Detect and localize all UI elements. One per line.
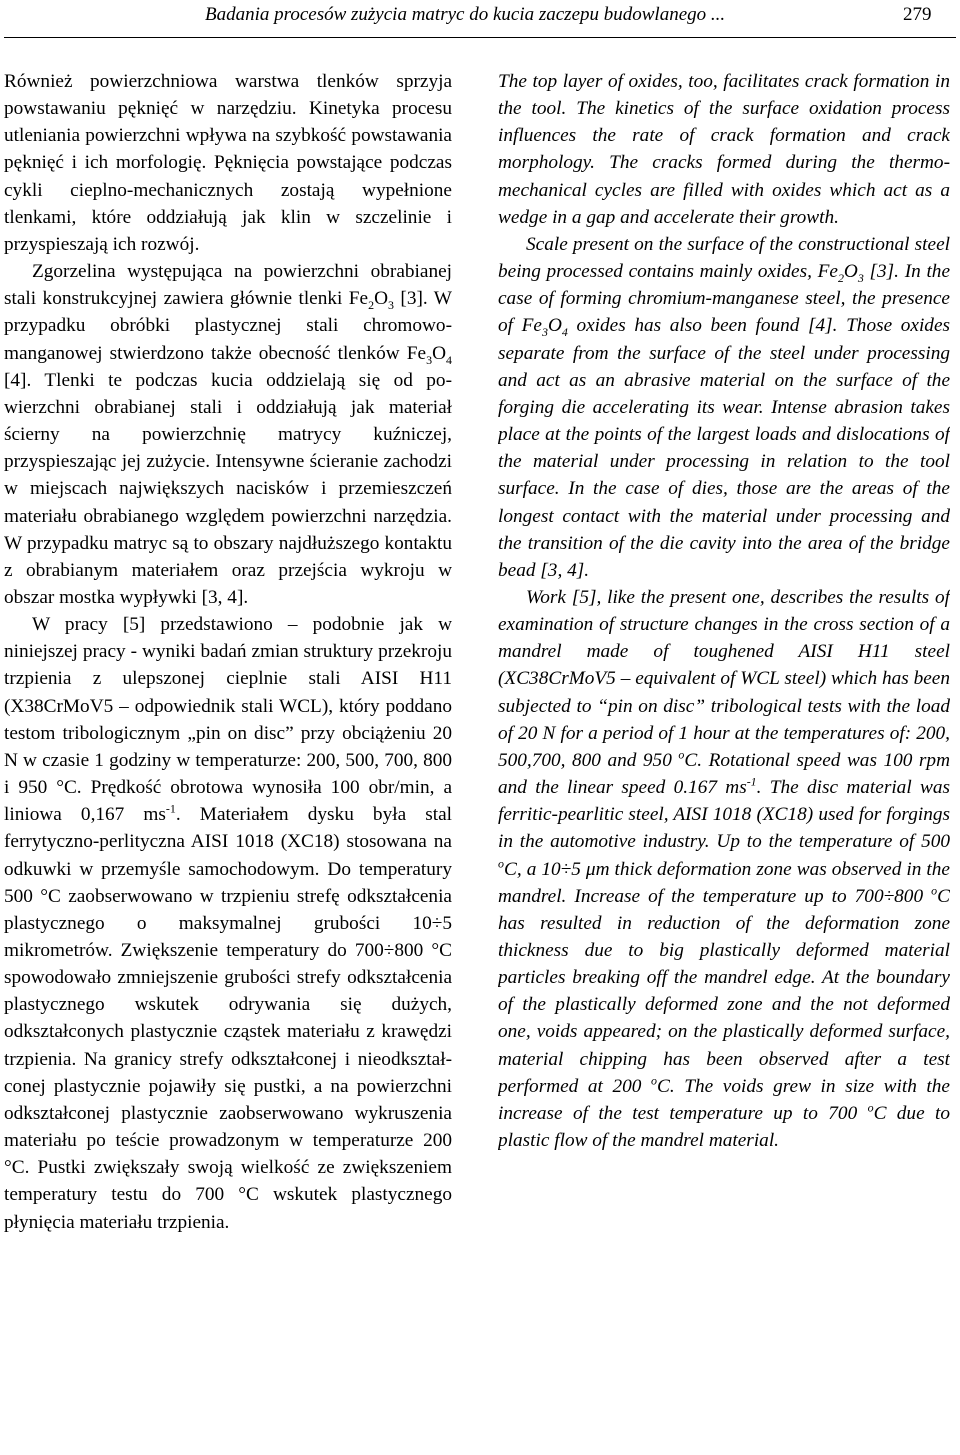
- en-paragraph-scale: Scale present on the surface of the constructional steel being processed contains mainly oxides, $Fe_2O_3$ [3]. In the case of forming chromium-manganese steel, the presence of $Fe_3O_4$ oxides has also been found [4]. Those oxides separate from the surface of the steel under processing and act as an abrasive material on the surface of the forging die accelerating its wear. Intense abrasion takes place at the points of the largest loads and dislocations of the material under processing in relation to the tool surface. In the case of dies, those are the areas of the longest contact with the material under processing and the transition of the die cavity into the area of the bridge bead [3, 4].: [498, 233, 950, 581]
- header-rule: [4, 37, 956, 38]
- en-paragraph-oxide-layer: The top layer of oxides, too, facilitates crack formation in the tool. The kinetics of the surface oxidation process influences the rate of crack formation and crack morphology. The cracks formed during the thermomechanical cycles are filled with oxides which act as a wedge in a gap and accelerate their growth.: [498, 71, 950, 228]
- running-header: [0, 4, 960, 38]
- english-column: [498, 68, 950, 1452]
- en-paragraph-work-5: Work [5], like the present one, describes the results of examination of structure changes in the cross section of a mandrel made of toughened AISI H11 steel (XC38CrMoV5 – equivalent of WCL steel) which has been subjected to “pin on disc” tribological tests with the load of 20 N for a period of 1 hour at the temperatures of: 200, 500,700, 800 and 950 $^o$C. Rotational speed was 100 rpm and the linear speed 0.167 $ms^{-1}$. The disc material was ferritic-pearlitic steel, AISI 1018 (XC18) used for forgings in the automotive industry. Up to the temperature of 500 $^o$C, a 10÷5 μm thick deformation zone was observed in the mandrel. Increase of the temperature up to 700÷800 $^o$C has resulted in reduction of the deformation zone thickness due to big plastically deformed material particles breaking off the mandrel edge. At the boundary of the plastically deformed zone and the not deformed one, voids appeared; on the plastically deformed surface, material chipping has been observed after a test performed at 200 $^o$C. The voids grew in size with the increase of the test temperature up to 700 $^o$C due to plastic flow of the mandrel material.: [498, 586, 950, 1152]
- page-number: 279: [903, 4, 932, 25]
- pl-paragraph-oxide-layer: Również powierzchniowa warstwa tlenków sprzyja powstawaniu pęknięć w narzędziu. Kinetyka procesu utleniania powierzchni wpływa na szybkość powstawania pęknięć i ich morfologię. Pęknięcia powstające podczas cykli cieplno-mechanicznych zostają wypełnione tlenkami, które oddziałują jak klin w szczelinie i przyspieszają ich rozwój.: [4, 71, 452, 255]
- polish-column: [4, 68, 452, 1452]
- pl-paragraph-work-5: W pracy [5] przedstawiono – podobnie jak w niniejszej pracy - wyniki badań zmian struktury przekroju trzpienia z ulepszonej cieplnie stali AISI H11 (X38CrMoV5 – odpowiednik stali WCL), który poddano testom tribologicznym „pin on disc” przy obciążeniu 20 N w czasie 1 godziny w temperaturze: 200, 500, 700, 800 i 950 °C. Prędkość obrotowa wynosiła 100 obr/min, a liniowa 0,167 $ms^{-1}$. Materiałem dysku była stal ferrytyczno-perlityczna AISI 1018 (XC18) stosowana na odkuwki w przemyśle samochodowym. Do temperatury 500 °C zaobserwowano w trzpieniu strefę odkształcenia plastycznego o maksymalnej grubości 10÷5 mikrometrów. Zwiększenie temperatury do 700÷800 °C spowodowało zmniejszenie grubości strefy odkształcenia plastycznego wskutek odrywania się dużych, odkształconych plastycznie cząstek materiału z krawędzi trzpienia. Na granicy strefy odkształconej i nieodkształconej plastycznie pojawiły się pustki, a na powierzchni odkształconej plastycznie zaobserwowano wykruszenia materiału po teście prowadzonym w temperaturze 200 °C. Pustki zwiększały swoją wielkość ze zwiększeniem temperatury testu do 700 °C wskutek plastycznego płynięcia materiału trzpienia.: [4, 614, 452, 1233]
- pl-paragraph-scale: Zgorzelina występująca na powierzchni obrabianej stali konstrukcyjnej zawiera głównie tlenki $Fe_2O_3$ [3]. W przypadku obróbki plastycznej stali chromowo-manganowej stwierdzono także obecność tlenków $Fe_3O_4$ [4]. Tlenki te podczas kucia oddzielają się od powierzchni obrabianej stali i oddziałują jak materiał ścierny na powierzchnię matrycy kuźniczej, przyspieszając jej zużycie. Intensywne ścieranie zachodzi w miejscach największych nacisków i przemieszczeń materiału obrabianego względem powierzchni narzędzia. W przypadku matryc są to obszary najdłuższego kontaktu z obrabianym materiałem oraz przejścia wykroju w obszar mostka wypływki [3, 4].: [4, 261, 452, 608]
- running-title: Badania procesów zużycia matryc do kucia zaczepu budowlanego ...: [205, 4, 726, 25]
